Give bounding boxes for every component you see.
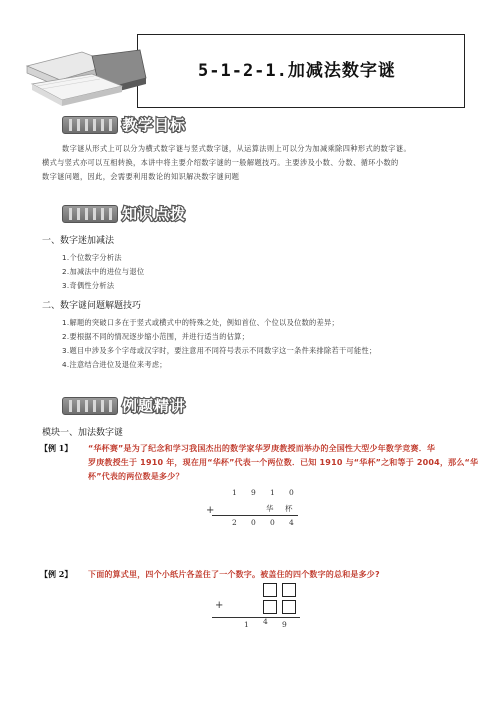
banner-pill-icon <box>62 397 118 415</box>
plus-sign: + <box>206 505 215 516</box>
sum-digit: 0 <box>270 518 275 527</box>
section-label-examples: 例题精讲 <box>122 397 187 415</box>
part1-item: 2.加减法中的进位与退位 <box>62 267 145 276</box>
banner-pill-icon <box>62 205 118 223</box>
sum-digit: 9 <box>282 620 287 629</box>
sum-digit: 1 <box>244 620 249 629</box>
covered-digit-box <box>282 583 296 597</box>
example-1-line-2: 罗庚教授生于 1910 年，现在用“华杯”代表一个两位数．已知 1910 与“华杯”之和等于 2004，那么“华 <box>88 458 479 467</box>
sum-digit: 4 <box>263 617 268 626</box>
intro-line-1: 数字谜从形式上可以分为横式数字谜与竖式数字谜，从运算法则上可以分为加减乘除四种形式的数字谜。 <box>62 144 412 153</box>
intro-line-3: 数字谜问题，因此，会需要利用数论的知识解决数字谜问题 <box>42 172 240 181</box>
example-2-text: 下面的算式里，四个小纸片各盖住了一个数字。被盖住的四个数字的总和是多少? <box>88 570 380 579</box>
page-title: 5-1-2-1.加减法数字谜 <box>198 61 396 81</box>
covered-digit-box <box>263 583 277 597</box>
sum-digit: 2 <box>232 518 237 527</box>
addend-digit: 1 <box>232 488 237 497</box>
sum-digit: 0 <box>251 518 256 527</box>
section-banner-knowledge <box>62 203 187 223</box>
example-2-tag: 【例 2】 <box>40 569 73 579</box>
part2-item: 2.要根据不同的情况逐步缩小范围，并进行适当的估算； <box>62 332 250 341</box>
addend-char: 杯 <box>285 504 293 513</box>
section-label-goals: 教学目标 <box>122 116 187 134</box>
addend-char: 华 <box>266 504 274 513</box>
part2-heading: 二、数字谜问题解题技巧 <box>42 301 142 311</box>
intro-line-2: 横式与竖式亦可以互相转换，本讲中将主要介绍数字谜的一般解题技巧。主要涉及小数、分数、循环小数的 <box>42 158 399 167</box>
sum-digit: 4 <box>289 518 294 527</box>
addend-digit: 1 <box>270 488 275 497</box>
covered-digit-box <box>263 600 277 614</box>
part1-item: 3.奇偶性分析法 <box>62 281 115 290</box>
part2-item: 4.注意结合进位及退位来考虑； <box>62 360 167 369</box>
addend-digit: 0 <box>289 488 294 497</box>
example-1-tag: 【例 1】 <box>40 443 73 453</box>
books-illustration <box>22 44 152 106</box>
module-heading: 模块一、加法数字谜 <box>42 428 124 438</box>
covered-digit-box <box>282 600 296 614</box>
section-label-knowledge: 知识点拨 <box>122 205 187 223</box>
section-banner-examples <box>62 395 187 415</box>
example-1-line-3: 杯”代表的两位数是多少？ <box>88 472 184 481</box>
section-banner-goals <box>62 114 187 134</box>
part1-heading: 一、数字迷加减法 <box>42 236 115 246</box>
sum-line <box>212 515 298 516</box>
part1-item: 1.个位数字分析法 <box>62 253 122 262</box>
banner-pill-icon <box>62 116 118 134</box>
part2-item: 1.解题的突破口多在于竖式或横式中的特殊之处，例如首位、个位以及位数的差异； <box>62 318 340 327</box>
part2-item: 3.题目中涉及多个字母或汉字时，要注意用不同符号表示不同数字这一条件来排除若干可能性； <box>62 346 377 355</box>
plus-sign: + <box>215 600 224 611</box>
addend-digit: 9 <box>251 488 256 497</box>
sum-line <box>212 617 300 618</box>
example-1-line-1: “华杯赛”是为了纪念和学习我国杰出的数学家华罗庚教授而举办的全国性大型少年数学竞赛．华 <box>88 444 436 453</box>
